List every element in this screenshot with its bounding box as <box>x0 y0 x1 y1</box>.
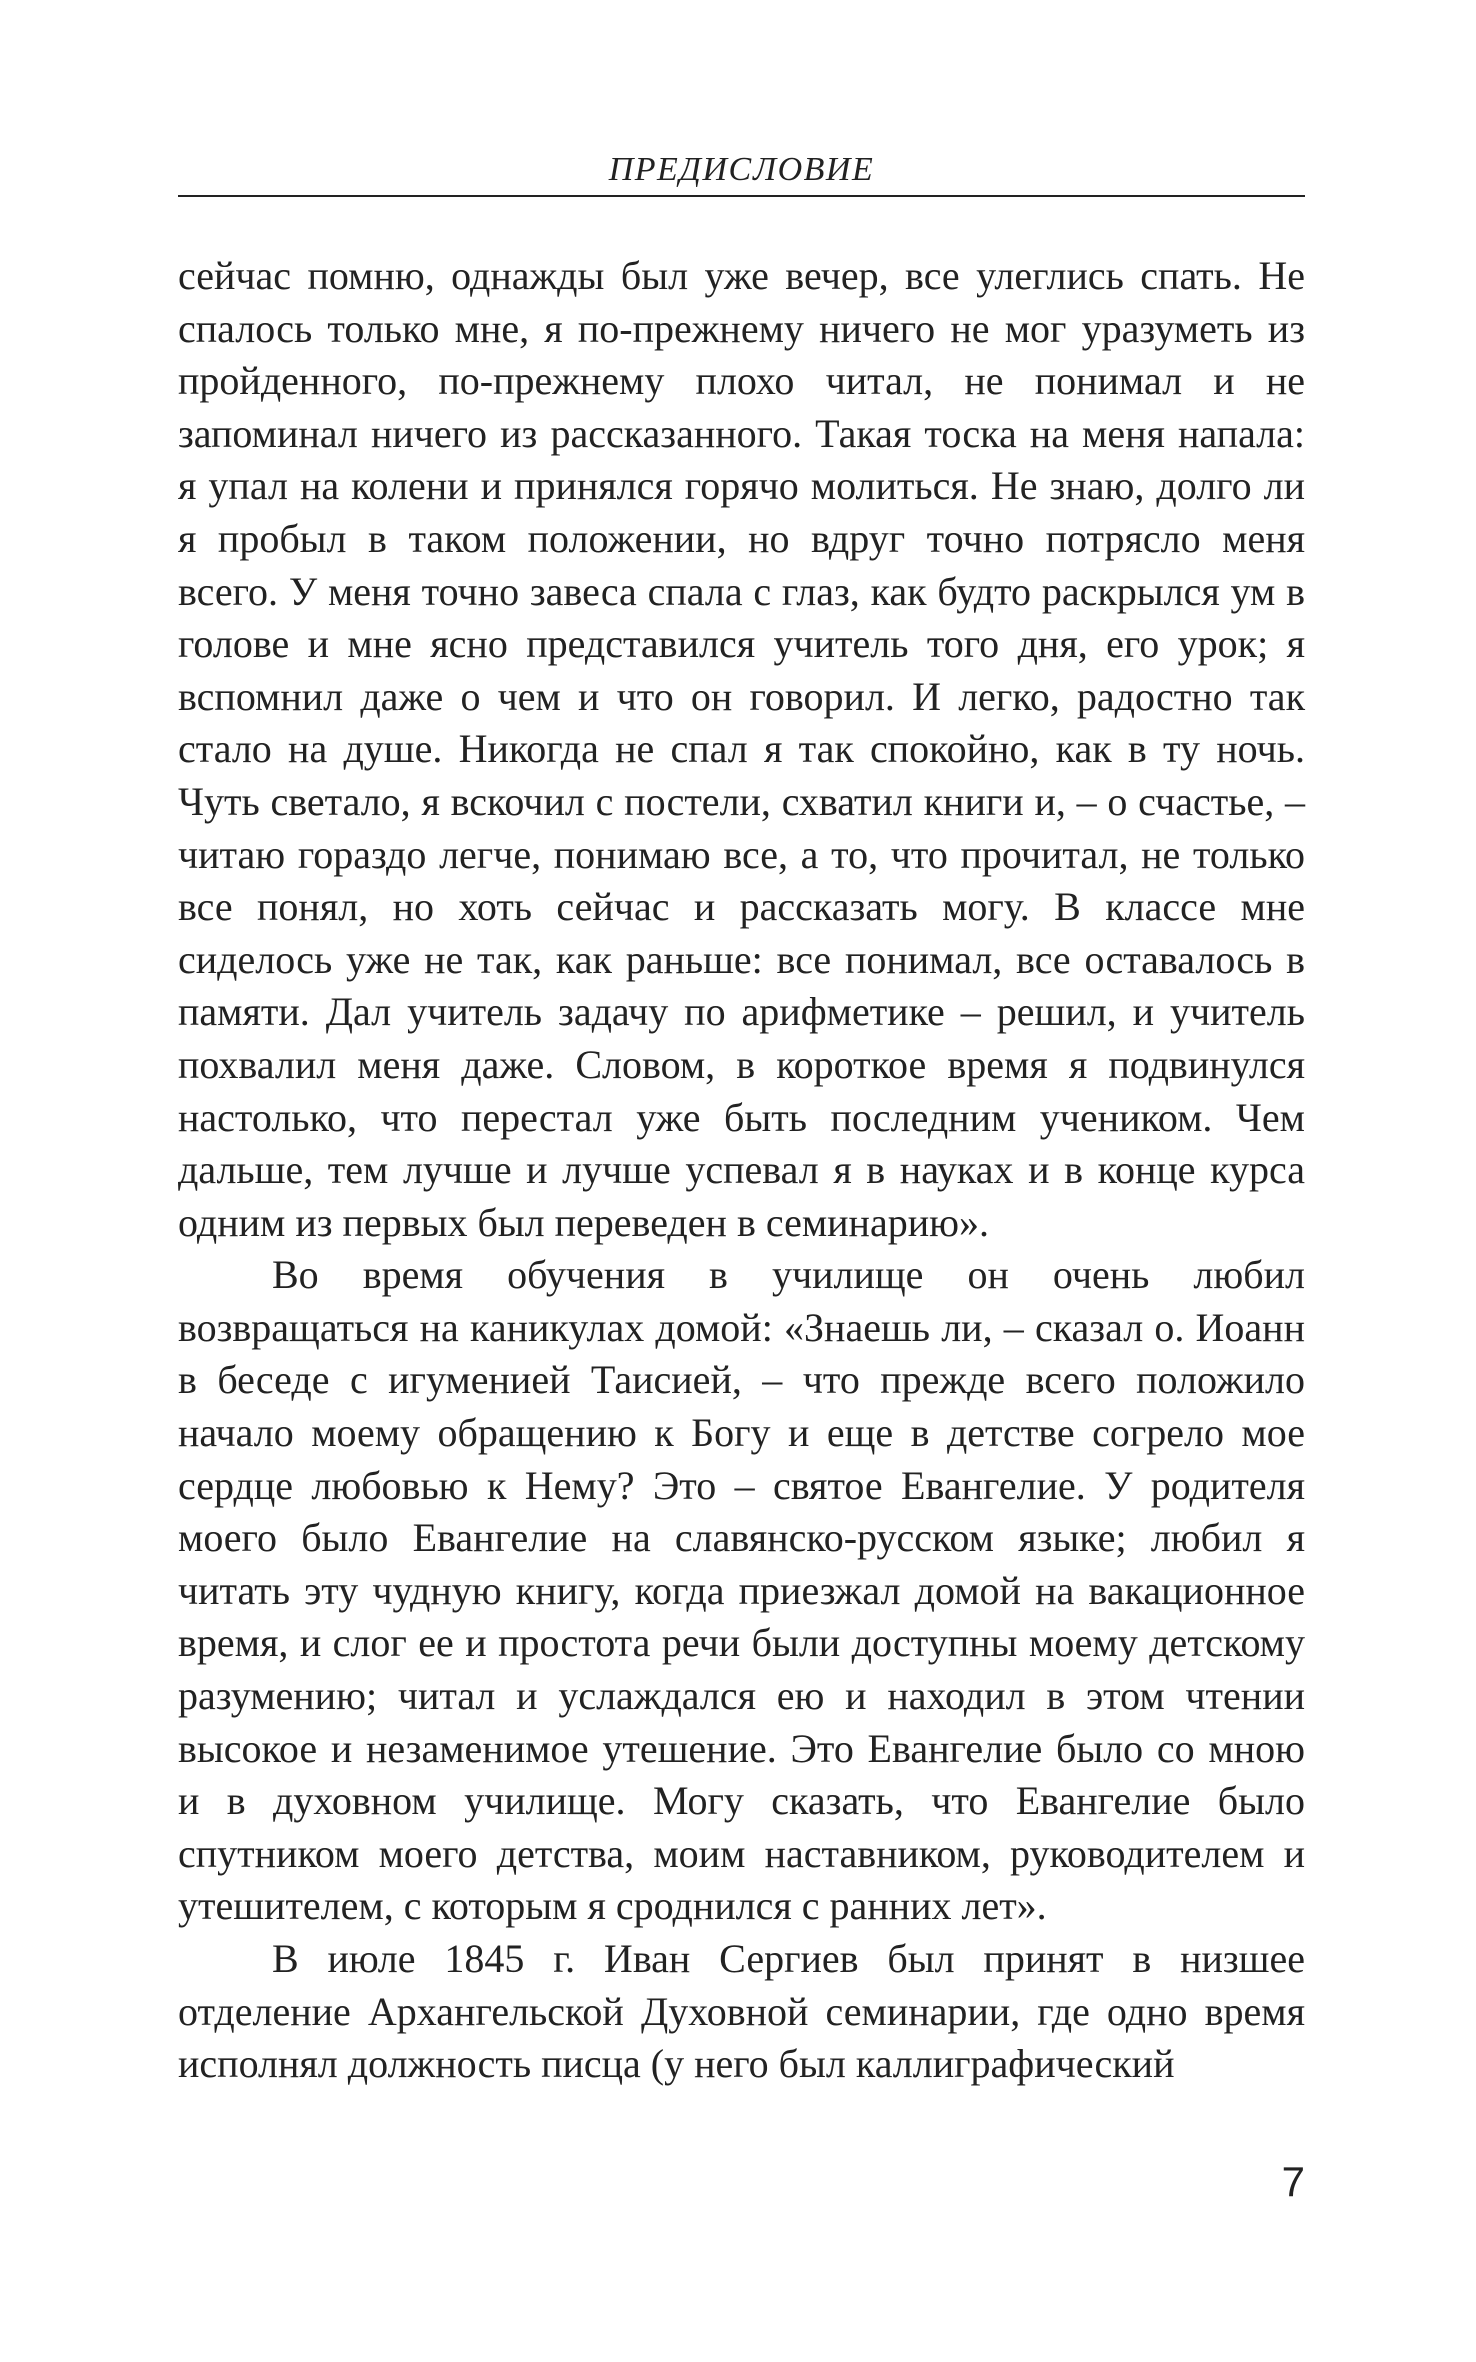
running-head: ПРЕДИСЛОВИЕ <box>608 151 875 188</box>
page-number: 7 <box>1281 2158 1305 2205</box>
paragraph: В июле 1845 г. Иван Сергиев был принят в низшее отделение Архангельской Духовной семинарии, где одно время исполнял должность писца (у него был каллиграфический <box>178 1936 1305 2087</box>
body-text <box>178 250 1305 2091</box>
header-rule <box>178 195 1305 197</box>
paragraph-continued: сейчас помню, однажды был уже вечер, все улеглись спать. Не спалось только мне, я по-прежнему ничего не мог уразуметь из пройденного, по-прежнему плохо читал, не понимал и не запоминал ничего из рассказанного. Такая тоска на меня напала: я упал на колени и принялся горячо молиться. Не знаю, долго ли я пробыл в таком положении, но вдруг точно потрясло меня всего. У меня точно завеса спала с глаз, как будто раскрылся ум в голове и мне ясно представился учитель того дня, его урок; я вспомнил даже о чем и что он говорил. И легко, радостно так стало на душе. Никогда не спал я так спокойно, как в ту ночь. Чуть светало, я вскочил с постели, схватил книги и, – о счастье, – читаю гораздо легче, понимаю все, а то, что прочитал, не только все понял, но хоть сейчас и рассказать могу. В классе мне сиделось уже не так, как раньше: все понимал, все оставалось в памяти. Дал учитель задачу по арифметике – решил, и учитель похвалил меня даже. Словом, в короткое время я подвинулся настолько, что перестал уже быть последним учеником. Чем дальше, тем лучше и лучше успевал я в науках и в конце курса одним из первых был переведен в семинарию». <box>178 253 1305 1245</box>
paragraph: Во время обучения в училище он очень любил возвращаться на каникулах домой: «Знаешь ли, – сказал о. Иоанн в беседе с игуменией Таисией, – что прежде всего положило начало моему обращению к Богу и еще в детстве согрело мое сердце любовью к Нему? Это – святое Евангелие. У родителя моего было Евангелие на славянско-русском языке; любил я читать эту чудную книгу, когда приезжал домой на вакационное время, и слог ее и простота речи были доступны моему детскому разумению; читал и услаждался ею и находил в этом чтении высокое и незаменимое утешение. Это Евангелие было со мною и в духовном училище. Могу сказать, что Евангелие было спутником моего детства, моим наставником, руководителем и утешителем, с которым я сроднился с ранних лет». <box>178 1252 1305 1929</box>
